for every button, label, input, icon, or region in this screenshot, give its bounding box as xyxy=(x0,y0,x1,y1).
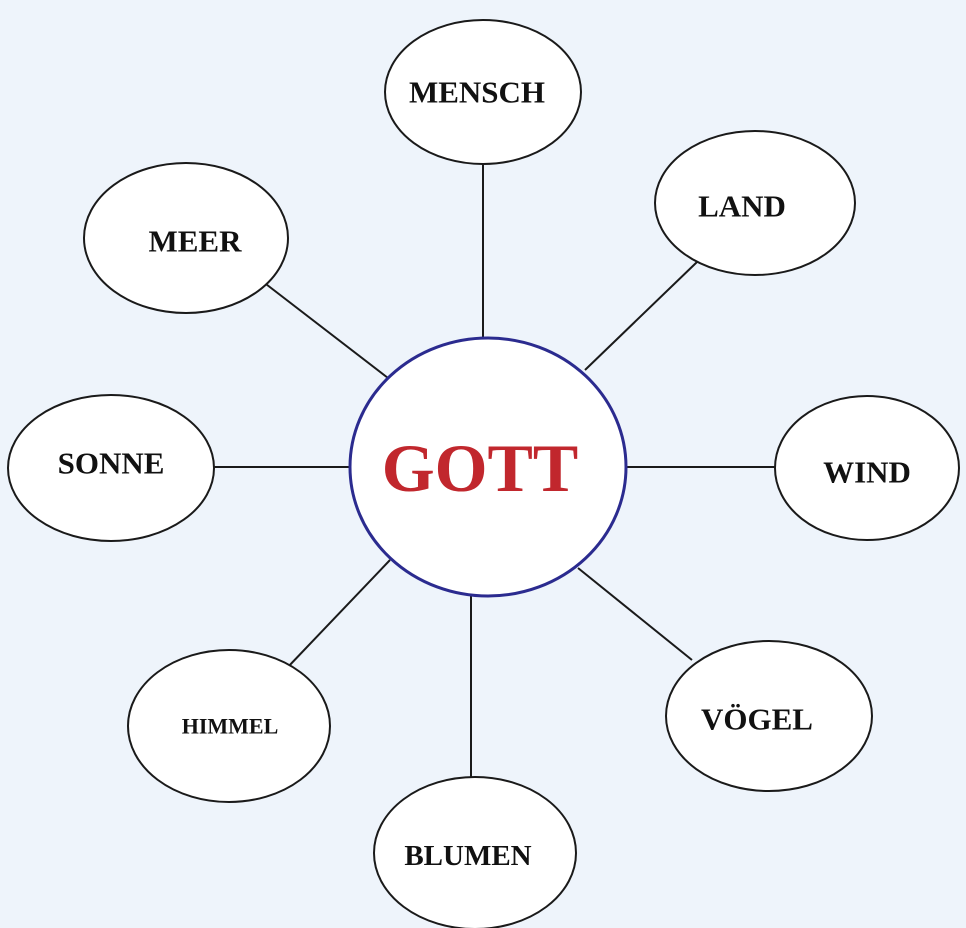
node-land-label: LAND xyxy=(698,188,786,224)
center-node-label: GOTT xyxy=(381,430,579,506)
connector-voegel xyxy=(578,568,692,660)
node-mensch-label: MENSCH xyxy=(408,74,546,110)
node-sonne-label: SONNE xyxy=(57,445,165,481)
node-blumen-label: BLUMEN xyxy=(404,840,532,872)
center-node xyxy=(350,338,626,596)
node-sonne xyxy=(8,395,214,541)
node-mensch xyxy=(385,20,581,164)
node-himmel-label: HIMMEL xyxy=(181,713,279,739)
node-wind-label: WIND xyxy=(823,454,911,490)
node-meer xyxy=(84,163,288,313)
node-meer-label: MEER xyxy=(148,223,242,259)
node-wind xyxy=(775,396,959,540)
connector-meer xyxy=(262,281,388,378)
connector-himmel xyxy=(287,560,390,668)
node-blumen xyxy=(374,777,576,928)
node-voegel-label: VÖGEL xyxy=(701,701,813,737)
node-land xyxy=(655,131,855,275)
connector-land xyxy=(585,262,697,370)
node-himmel xyxy=(128,650,330,802)
node-voegel xyxy=(666,641,872,791)
